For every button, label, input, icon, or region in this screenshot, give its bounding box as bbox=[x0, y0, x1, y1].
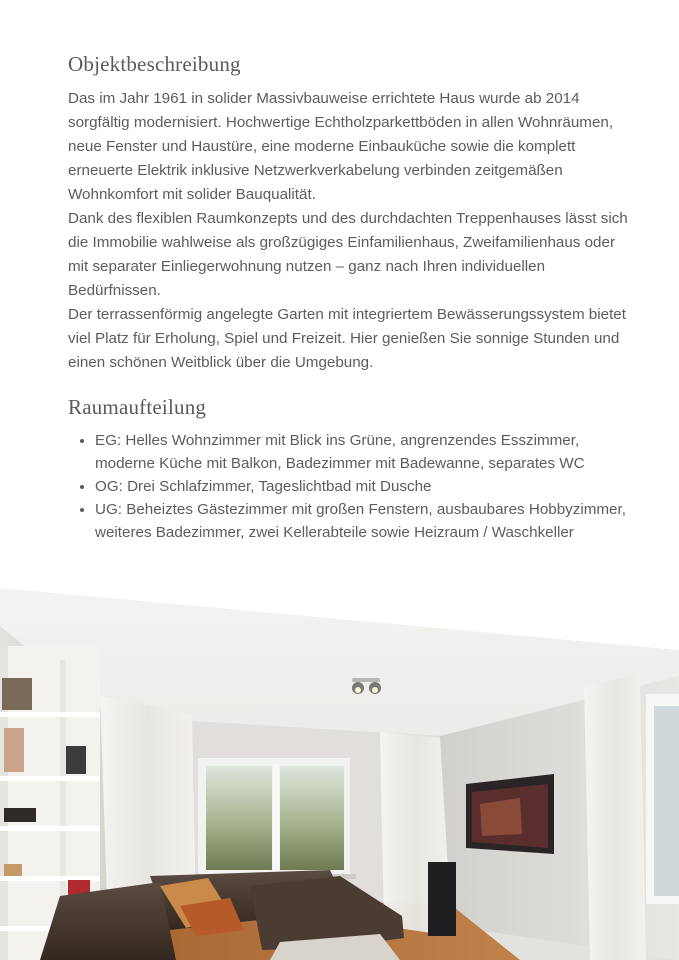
description-paragraph-1: Das im Jahr 1961 in solider Massivbauweise errichtete Haus wurde ab 2014 sorgfältig modernisiert. Hochwertige Echtholzparkettböden in allen Wohnräumen, neue Fenster und Haustüre, eine moderne Einbauküche sowie die komplett erneuerte Elektrik inklusive Netzwerkverkabelung verbinden zeitgemäßen Wohnkomfort mit solider Bauqualität. bbox=[68, 90, 614, 203]
room-list-item-eg: • EG: Helles Wohnzimmer mit Blick ins Grüne, angrenzendes Esszimmer, moderne Küche mit Balkon, Badezimmer mit Badewanne, separates WC bbox=[95, 429, 628, 475]
room-list-item-ug: • UG: Beheiztes Gästezimmer mit großen Fenstern, ausbaubares Hobbyzimmer, weiteres Badezimmer, zwei Kellerabteile sowie Heizraum / Waschkeller bbox=[95, 498, 628, 544]
room-list bbox=[68, 429, 628, 544]
description-paragraph-2: Dank des flexiblen Raumkonzepts und des durchdachten Treppenhauses lässt sich die Immobilie wahlweise als großzügiges Einfamilienhaus, Zweifamilienhaus oder mit separater Einliegerwohnung nutzen – ganz nach Ihren individuellen Bedürfnissen. bbox=[68, 210, 628, 299]
room-list-item-og: • OG: Drei Schlafzimmer, Tageslichtbad mit Dusche bbox=[95, 475, 628, 498]
description-heading: Objektbeschreibung bbox=[68, 52, 241, 76]
description-paragraph-3: Der terrassenförmig angelegte Garten mit integriertem Bewässerungssystem bietet viel Platz für Erholung, Spiel und Freizeit. Hier genießen Sie sonnige Stunden und einen schönen Weitblick über die Umgebung. bbox=[68, 306, 626, 371]
layout-heading: Raumaufteilung bbox=[68, 395, 207, 419]
text-content bbox=[68, 52, 628, 544]
living-room-photo bbox=[0, 586, 679, 960]
